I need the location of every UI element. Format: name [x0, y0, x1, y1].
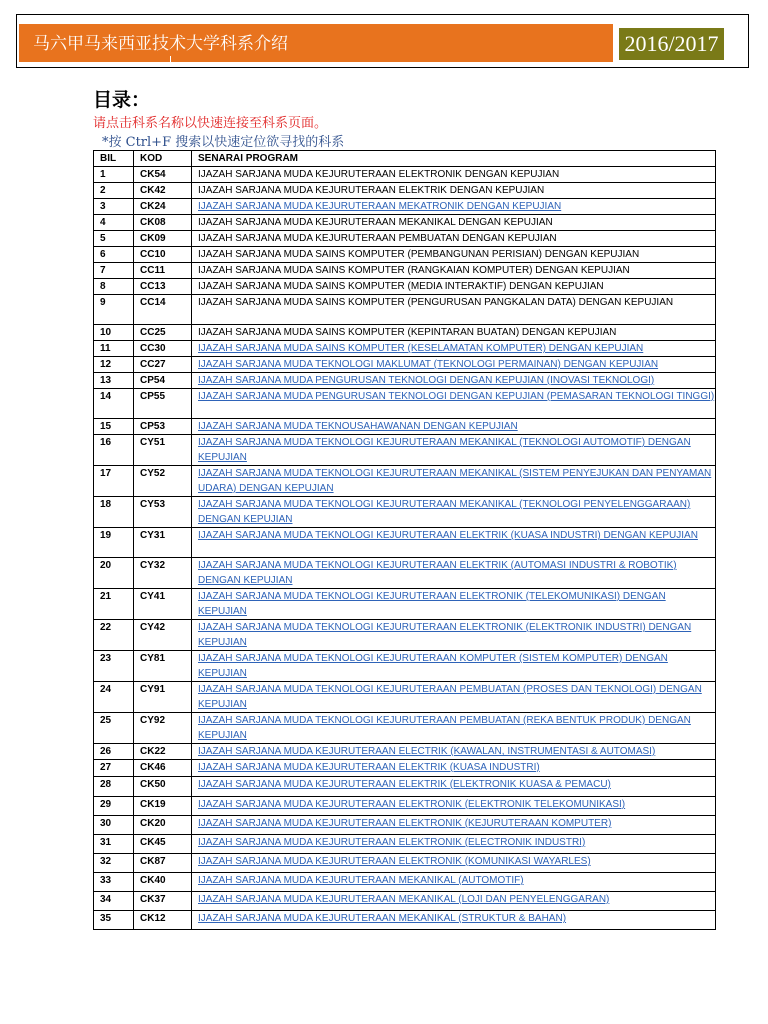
- row-kod: CK24: [134, 199, 192, 215]
- row-program-cell: [192, 528, 716, 558]
- row-kod: CP54: [134, 373, 192, 389]
- row-program-cell: [192, 263, 716, 279]
- row-program-cell: [192, 713, 716, 744]
- table-row: [94, 744, 716, 760]
- row-kod: CK12: [134, 911, 192, 930]
- table-row: [94, 682, 716, 713]
- row-program-cell: [192, 744, 716, 760]
- row-kod: CC11: [134, 263, 192, 279]
- row-program-cell: [192, 215, 716, 231]
- search-hint: *按 Ctrl+F 搜索以快速定位欲寻找的科系: [102, 135, 345, 150]
- program-link[interactable]: IJAZAH SARJANA MUDA KEJURUTERAAN ELEKTRIK (KUASA INDUSTRI): [198, 762, 540, 773]
- row-kod: CY53: [134, 497, 192, 528]
- row-bil: 23: [94, 651, 134, 682]
- row-bil: 15: [94, 419, 134, 435]
- table-row: [94, 620, 716, 651]
- row-bil: 19: [94, 528, 134, 558]
- page-title: 马六甲马来西亚技术大学科系介绍: [19, 24, 613, 62]
- row-kod: CK45: [134, 835, 192, 854]
- row-kod: CY51: [134, 435, 192, 466]
- row-program-cell: [192, 651, 716, 682]
- program-link[interactable]: IJAZAH SARJANA MUDA KEJURUTERAAN ELEKTRIK (ELEKTRONIK KUASA & PEMACU): [198, 779, 611, 790]
- row-kod: CY52: [134, 466, 192, 497]
- header-kod: KOD: [134, 151, 192, 167]
- row-kod: CY91: [134, 682, 192, 713]
- row-kod: CK09: [134, 231, 192, 247]
- row-bil: 12: [94, 357, 134, 373]
- row-bil: 18: [94, 497, 134, 528]
- program-link[interactable]: IJAZAH SARJANA MUDA TEKNOUSAHAWANAN DENGAN KEPUJIAN: [198, 421, 518, 432]
- row-program-cell: [192, 816, 716, 835]
- click-instruction: 请点击科系名称以快速连接至科系页面。: [93, 116, 328, 131]
- program-link[interactable]: IJAZAH SARJANA MUDA KEJURUTERAAN MEKANIKAL (AUTOMOTIF): [198, 875, 524, 886]
- row-program-cell: [192, 325, 716, 341]
- program-link[interactable]: IJAZAH SARJANA MUDA KEJURUTERAAN ELECTRIK (KAWALAN, INSTRUMENTASI & AUTOMASI): [198, 746, 656, 757]
- row-program-cell: [192, 419, 716, 435]
- row-bil: 9: [94, 295, 134, 325]
- program-link[interactable]: IJAZAH SARJANA MUDA KEJURUTERAAN ELEKTRONIK (ELEKTRONIK TELEKOMUNIKASI): [198, 799, 626, 810]
- row-program-cell: [192, 760, 716, 777]
- row-kod: CC13: [134, 279, 192, 295]
- program-link[interactable]: IJAZAH SARJANA MUDA TEKNOLOGI KEJURUTERAAN ELEKTRONIK (ELEKTRONIK INDUSTRI) DENGAN KEPUJIAN: [198, 622, 692, 648]
- row-program-cell: [192, 835, 716, 854]
- row-bil: 4: [94, 215, 134, 231]
- program-link[interactable]: IJAZAH SARJANA MUDA TEKNOLOGI KEJURUTERAAN MEKANIKAL (SISTEM PENYEJUKAN DAN PENYAMAN UDARA) DENGAN KEPUJIAN: [198, 468, 712, 494]
- row-kod: CK50: [134, 777, 192, 797]
- row-bil: 25: [94, 713, 134, 744]
- row-kod: CY32: [134, 558, 192, 589]
- row-program-cell: [192, 167, 716, 183]
- program-name: IJAZAH SARJANA MUDA SAINS KOMPUTER (KEPINTARAN BUATAN) DENGAN KEPUJIAN: [198, 327, 617, 338]
- program-link[interactable]: IJAZAH SARJANA MUDA PENGURUSAN TEKNOLOGI DENGAN KEPUJIAN (PEMASARAN TEKNOLOGI TINGGI): [198, 391, 715, 402]
- row-program-cell: [192, 466, 716, 497]
- row-bil: 3: [94, 199, 134, 215]
- table-row: [94, 357, 716, 373]
- row-program-cell: [192, 589, 716, 620]
- program-name: IJAZAH SARJANA MUDA KEJURUTERAAN ELEKTRIK DENGAN KEPUJIAN: [198, 185, 545, 196]
- row-program-cell: [192, 247, 716, 263]
- table-row: [94, 558, 716, 589]
- program-name: IJAZAH SARJANA MUDA SAINS KOMPUTER (RANGKAIAN KOMPUTER) DENGAN KEPUJIAN: [198, 265, 630, 276]
- row-program-cell: [192, 911, 716, 930]
- table-row: [94, 199, 716, 215]
- program-name: IJAZAH SARJANA MUDA SAINS KOMPUTER (PEMBANGUNAN PERISIAN) DENGAN KEPUJIAN: [198, 249, 640, 260]
- program-link[interactable]: IJAZAH SARJANA MUDA TEKNOLOGI KEJURUTERAAN KOMPUTER (SISTEM KOMPUTER) DENGAN KEPUJIAN: [198, 653, 668, 679]
- row-program-cell: [192, 389, 716, 419]
- row-kod: CC10: [134, 247, 192, 263]
- row-bil: 10: [94, 325, 134, 341]
- program-name: IJAZAH SARJANA MUDA KEJURUTERAAN ELEKTRONIK DENGAN KEPUJIAN: [198, 169, 560, 180]
- row-program-cell: [192, 558, 716, 589]
- table-row: [94, 263, 716, 279]
- row-kod: CY81: [134, 651, 192, 682]
- row-bil: 5: [94, 231, 134, 247]
- table-row: [94, 589, 716, 620]
- row-kod: CK40: [134, 873, 192, 892]
- row-program-cell: [192, 497, 716, 528]
- program-link[interactable]: IJAZAH SARJANA MUDA SAINS KOMPUTER (KESELAMATAN KOMPUTER) DENGAN KEPUJIAN: [198, 343, 644, 354]
- table-row: [94, 816, 716, 835]
- program-link[interactable]: IJAZAH SARJANA MUDA KEJURUTERAAN ELEKTRONIK (KEJURUTERAAN KOMPUTER): [198, 818, 612, 829]
- row-kod: CK19: [134, 797, 192, 816]
- row-kod: CK08: [134, 215, 192, 231]
- row-kod: CK37: [134, 892, 192, 911]
- table-header-row: [94, 151, 716, 167]
- row-bil: 29: [94, 797, 134, 816]
- row-bil: 34: [94, 892, 134, 911]
- row-bil: 7: [94, 263, 134, 279]
- row-bil: 11: [94, 341, 134, 357]
- row-program-cell: [192, 279, 716, 295]
- table-row: [94, 528, 716, 558]
- row-bil: 35: [94, 911, 134, 930]
- row-bil: 33: [94, 873, 134, 892]
- table-row: [94, 167, 716, 183]
- header-program: SENARAI PROGRAM: [192, 151, 716, 167]
- row-program-cell: [192, 777, 716, 797]
- program-link[interactable]: IJAZAH SARJANA MUDA PENGURUSAN TEKNOLOGI DENGAN KEPUJIAN (INOVASI TEKNOLOGI): [198, 375, 655, 386]
- table-row: [94, 341, 716, 357]
- row-program-cell: [192, 435, 716, 466]
- row-program-cell: [192, 854, 716, 873]
- row-bil: 1: [94, 167, 134, 183]
- toc-heading: 目录：: [93, 89, 151, 111]
- table-row: [94, 873, 716, 892]
- table-row: [94, 835, 716, 854]
- program-link[interactable]: IJAZAH SARJANA MUDA KEJURUTERAAN MEKATRONIK DENGAN KEPUJIAN: [198, 201, 562, 212]
- table-row: [94, 911, 716, 930]
- program-link[interactable]: IJAZAH SARJANA MUDA TEKNOLOGI KEJURUTERAAN ELEKTRONIK (TELEKOMUNIKASI) DENGAN KEPUJIAN: [198, 591, 666, 617]
- table-row: [94, 247, 716, 263]
- program-link[interactable]: IJAZAH SARJANA MUDA TEKNOLOGI KEJURUTERAAN PEMBUATAN (REKA BENTUK PRODUK) DENGAN KEPUJIAN: [198, 715, 691, 741]
- row-bil: 26: [94, 744, 134, 760]
- row-kod: CK22: [134, 744, 192, 760]
- table-row: [94, 435, 716, 466]
- row-program-cell: [192, 620, 716, 651]
- table-row: [94, 373, 716, 389]
- table-row: [94, 183, 716, 199]
- program-link[interactable]: IJAZAH SARJANA MUDA TEKNOLOGI KEJURUTERAAN MEKANIKAL (TEKNOLOGI AUTOMOTIF) DENGAN KEPUJIAN: [198, 437, 691, 463]
- table-row: [94, 466, 716, 497]
- row-kod: CK46: [134, 760, 192, 777]
- row-program-cell: [192, 295, 716, 325]
- row-program-cell: [192, 682, 716, 713]
- row-bil: 27: [94, 760, 134, 777]
- table-row: [94, 389, 716, 419]
- row-bil: 21: [94, 589, 134, 620]
- table-row: [94, 651, 716, 682]
- title-tick-mark: [170, 56, 171, 64]
- table-row: [94, 295, 716, 325]
- table-row: [94, 497, 716, 528]
- row-kod: CK54: [134, 167, 192, 183]
- row-kod: CC30: [134, 341, 192, 357]
- row-program-cell: [192, 199, 716, 215]
- row-kod: CY31: [134, 528, 192, 558]
- row-program-cell: [192, 797, 716, 816]
- row-kod: CP53: [134, 419, 192, 435]
- row-program-cell: [192, 357, 716, 373]
- row-kod: CK87: [134, 854, 192, 873]
- row-program-cell: [192, 873, 716, 892]
- table-row: [94, 892, 716, 911]
- row-program-cell: [192, 183, 716, 199]
- table-row: [94, 419, 716, 435]
- program-name: IJAZAH SARJANA MUDA KEJURUTERAAN PEMBUATAN DENGAN KEPUJIAN: [198, 233, 557, 244]
- row-kod: CC27: [134, 357, 192, 373]
- row-bil: 13: [94, 373, 134, 389]
- program-link[interactable]: IJAZAH SARJANA MUDA TEKNOLOGI KEJURUTERAAN ELEKTRIK (KUASA INDUSTRI) DENGAN KEPUJIAN: [198, 530, 698, 541]
- program-name: IJAZAH SARJANA MUDA SAINS KOMPUTER (MEDIA INTERAKTIF) DENGAN KEPUJIAN: [198, 281, 604, 292]
- program-link[interactable]: IJAZAH SARJANA MUDA KEJURUTERAAN ELEKTRONIK (ELECTRONIK INDUSTRI): [198, 837, 586, 848]
- row-bil: 32: [94, 854, 134, 873]
- row-kod: CP55: [134, 389, 192, 419]
- row-kod: CY92: [134, 713, 192, 744]
- row-kod: CC25: [134, 325, 192, 341]
- row-bil: 8: [94, 279, 134, 295]
- program-link[interactable]: IJAZAH SARJANA MUDA TEKNOLOGI KEJURUTERAAN PEMBUATAN (PROSES DAN TEKNOLOGI) DENGAN KEPUJIAN: [198, 684, 702, 710]
- table-row: [94, 854, 716, 873]
- table-row: [94, 231, 716, 247]
- row-bil: 31: [94, 835, 134, 854]
- row-kod: CK42: [134, 183, 192, 199]
- table-row: [94, 797, 716, 816]
- table-row: [94, 713, 716, 744]
- row-program-cell: [192, 373, 716, 389]
- program-link[interactable]: IJAZAH SARJANA MUDA KEJURUTERAAN MEKANIKAL (LOJI DAN PENYELENGGARAN): [198, 894, 610, 905]
- row-bil: 20: [94, 558, 134, 589]
- row-bil: 28: [94, 777, 134, 797]
- row-bil: 14: [94, 389, 134, 419]
- row-kod: CY41: [134, 589, 192, 620]
- row-program-cell: [192, 892, 716, 911]
- program-link[interactable]: IJAZAH SARJANA MUDA TEKNOLOGI KEJURUTERAAN ELEKTRIK (AUTOMASI INDUSTRI & ROBOTIK) DENGAN KEPUJIAN: [198, 560, 677, 586]
- row-bil: 16: [94, 435, 134, 466]
- row-bil: 2: [94, 183, 134, 199]
- row-bil: 30: [94, 816, 134, 835]
- row-bil: 6: [94, 247, 134, 263]
- academic-year: 2016/2017: [619, 28, 724, 60]
- row-program-cell: [192, 231, 716, 247]
- table-row: [94, 760, 716, 777]
- table-row: [94, 279, 716, 295]
- row-program-cell: [192, 341, 716, 357]
- row-kod: CC14: [134, 295, 192, 325]
- program-table: [93, 150, 716, 930]
- program-link[interactable]: IJAZAH SARJANA MUDA KEJURUTERAAN ELEKTRONIK (KOMUNIKASI WAYARLES): [198, 856, 591, 867]
- program-link[interactable]: IJAZAH SARJANA MUDA KEJURUTERAAN MEKANIKAL (STRUKTUR & BAHAN): [198, 913, 567, 924]
- table-row: [94, 215, 716, 231]
- row-bil: 24: [94, 682, 134, 713]
- program-link[interactable]: IJAZAH SARJANA MUDA TEKNOLOGI MAKLUMAT (TEKNOLOGI PERMAINAN) DENGAN KEPUJIAN: [198, 359, 659, 370]
- header-bil: BIL: [94, 151, 134, 167]
- program-name: IJAZAH SARJANA MUDA KEJURUTERAAN MEKANIKAL DENGAN KEPUJIAN: [198, 217, 553, 228]
- table-row: [94, 777, 716, 797]
- program-link[interactable]: IJAZAH SARJANA MUDA TEKNOLOGI KEJURUTERAAN MEKANIKAL (TEKNOLOGI PENYELENGGARAAN) DENGAN KEPUJIAN: [198, 499, 691, 525]
- row-kod: CK20: [134, 816, 192, 835]
- table-row: [94, 325, 716, 341]
- row-bil: 22: [94, 620, 134, 651]
- row-kod: CY42: [134, 620, 192, 651]
- row-bil: 17: [94, 466, 134, 497]
- program-name: IJAZAH SARJANA MUDA SAINS KOMPUTER (PENGURUSAN PANGKALAN DATA) DENGAN KEPUJIAN: [198, 297, 674, 308]
